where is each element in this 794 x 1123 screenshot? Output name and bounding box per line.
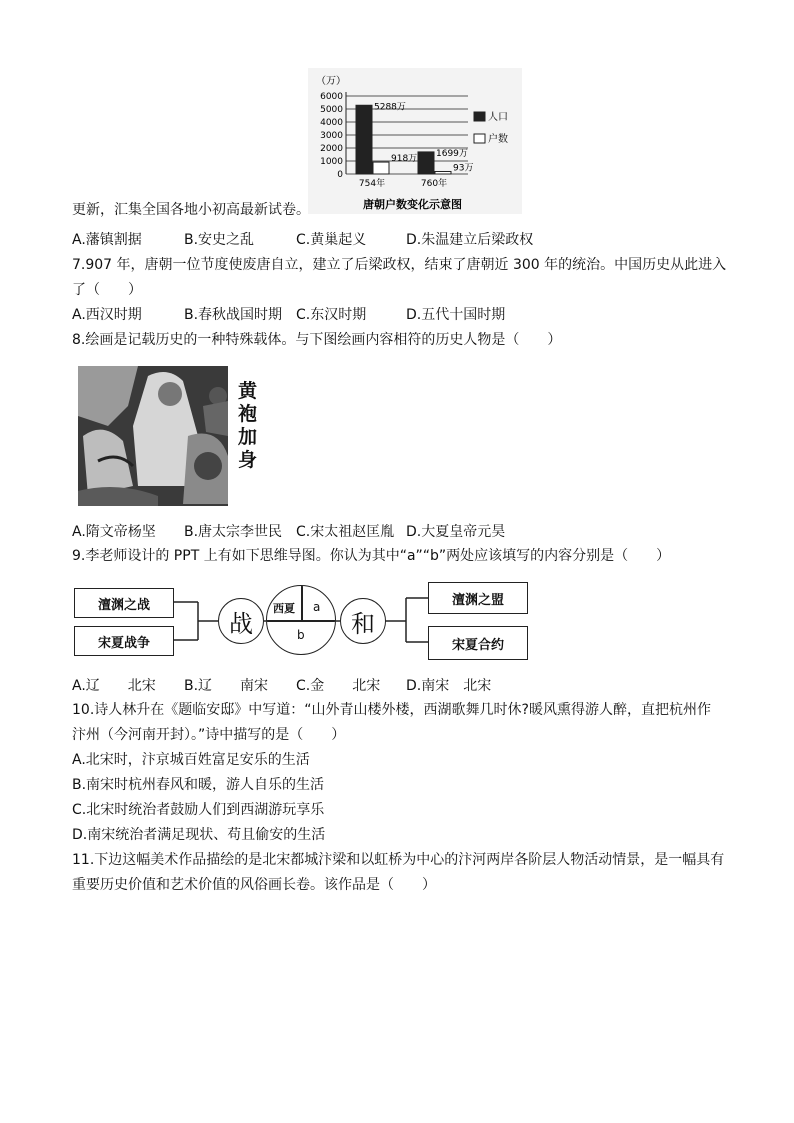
legend-label: 户数: [488, 134, 508, 145]
q10-option-c[interactable]: C.北宋时统治者鼓励人们到西湖游玩享乐: [72, 802, 325, 818]
q10-stem: 10.诗人林升在《题临安邸》中写道：“山外青山楼外楼，西湖歌舞几时休?暖风熏得游人醉，直把杭州作: [72, 702, 711, 718]
q9-option-a[interactable]: A.辽 北宋: [72, 678, 156, 694]
q8-option-d[interactable]: D.大夏皇帝元昊: [406, 524, 506, 540]
chart-y-unit: （万）: [316, 76, 346, 87]
caption-char: 身: [238, 449, 258, 471]
data-label: 1699万: [436, 148, 468, 159]
q7-stem-cont: 了（ ）: [72, 282, 142, 298]
legend-swatch: [474, 112, 485, 121]
box-song-xia-war: 宋夏战争: [74, 626, 174, 656]
q8-option-c[interactable]: C.宋太祖赵匡胤: [296, 524, 395, 540]
q8-option-b[interactable]: B.唐太宗李世民: [184, 524, 283, 540]
box-chanyuan-war: 澶渊之战: [74, 588, 174, 618]
caption-char: 黄: [238, 380, 258, 402]
q10-option-b[interactable]: B.南宋时杭州春风和暖，游人自乐的生活: [72, 777, 325, 793]
legend-label: 人口: [488, 112, 508, 123]
legend-swatch: [474, 134, 485, 143]
q8-painting: [78, 366, 266, 510]
q11-stem-cont: 重要历史价值和艺术价值的风俗画长卷。该作品是（ ）: [72, 877, 436, 893]
y-tick-label: 0: [337, 170, 343, 180]
chart-title: 唐朝户数变化示意图: [363, 198, 462, 211]
center-xixia: 西夏: [273, 602, 295, 615]
bar-chart: [308, 68, 522, 214]
center-b: b: [297, 628, 305, 642]
q6-option-d[interactable]: D.朱温建立后梁政权: [406, 232, 534, 248]
y-tick-label: 6000: [320, 92, 343, 102]
q6-option-c[interactable]: C.黄巢起义: [296, 232, 367, 248]
box-song-xia-treaty: 宋夏合约: [428, 626, 528, 660]
bar: [373, 162, 389, 174]
circle-war: 战: [218, 598, 264, 644]
box-chanyuan-treaty: 澶渊之盟: [428, 582, 528, 614]
q7-option-d[interactable]: D.五代十国时期: [406, 307, 506, 323]
q8-option-a[interactable]: A.隋文帝杨坚: [72, 524, 156, 540]
center-circle: [266, 585, 336, 655]
painting-caption: [238, 380, 262, 472]
x-tick-label: 754年: [358, 179, 386, 189]
bar: [418, 152, 434, 174]
data-label: 918万: [391, 154, 418, 165]
q10-stem-cont: 汴州（今河南开封）。”诗中描写的是（ ）: [72, 727, 346, 743]
q9-option-d[interactable]: D.南宋 北宋: [406, 678, 492, 694]
q6-option-a[interactable]: A.藩镇割据: [72, 232, 142, 248]
q8-stem: 8.绘画是记载历史的一种特殊载体。与下图绘画内容相符的历史人物是（ ）: [72, 332, 562, 348]
q9-stem: 9.李老师设计的 PPT 上有如下思维导图。你认为其中“a”“b”两处应该填写的内容分别是（ ）: [72, 548, 671, 564]
q9-option-c[interactable]: C.金 北宋: [296, 678, 381, 694]
y-tick-label: 2000: [320, 144, 343, 154]
circle-peace: 和: [340, 598, 386, 644]
q10-option-d[interactable]: D.南宋统治者满足现状、苟且偷安的生活: [72, 827, 326, 843]
q10-option-a[interactable]: A.北宋时，汴京城百姓富足安乐的生活: [72, 752, 310, 768]
y-tick-label: 4000: [320, 118, 343, 128]
q7-stem: 7.907 年，唐朝一位节度使废唐自立，建立了后梁政权，结束了唐朝近 300 年的统治。中国历史从此进入: [72, 257, 727, 273]
q6-prefix: 更新，汇集全国各地小初高最新试卷。: [72, 202, 310, 218]
data-label: 5288万: [374, 102, 406, 113]
q11-stem: 11.下边这幅美术作品描绘的是北宋都城汴梁和以虹桥为中心的汴河两岸各阶层人物活动情景，是一幅具有: [72, 852, 725, 868]
bar: [356, 105, 372, 174]
q6-option-b[interactable]: B.安史之乱: [184, 232, 255, 248]
bar: [435, 171, 451, 174]
y-tick-label: 3000: [320, 131, 343, 141]
caption-char: 加: [238, 426, 258, 448]
mind-map: [72, 572, 532, 672]
q7-option-c[interactable]: C.东汉时期: [296, 307, 367, 323]
data-label: 93万: [453, 163, 474, 174]
y-tick-label: 1000: [320, 157, 343, 167]
caption-char: 袍: [238, 403, 258, 425]
q7-option-b[interactable]: B.春秋战国时期: [184, 307, 283, 323]
center-a: a: [313, 600, 321, 614]
y-tick-label: 5000: [320, 105, 343, 115]
q9-option-b[interactable]: B.辽 南宋: [184, 678, 269, 694]
q7-option-a[interactable]: A.西汉时期: [72, 307, 142, 323]
x-tick-label: 760年: [420, 179, 448, 189]
